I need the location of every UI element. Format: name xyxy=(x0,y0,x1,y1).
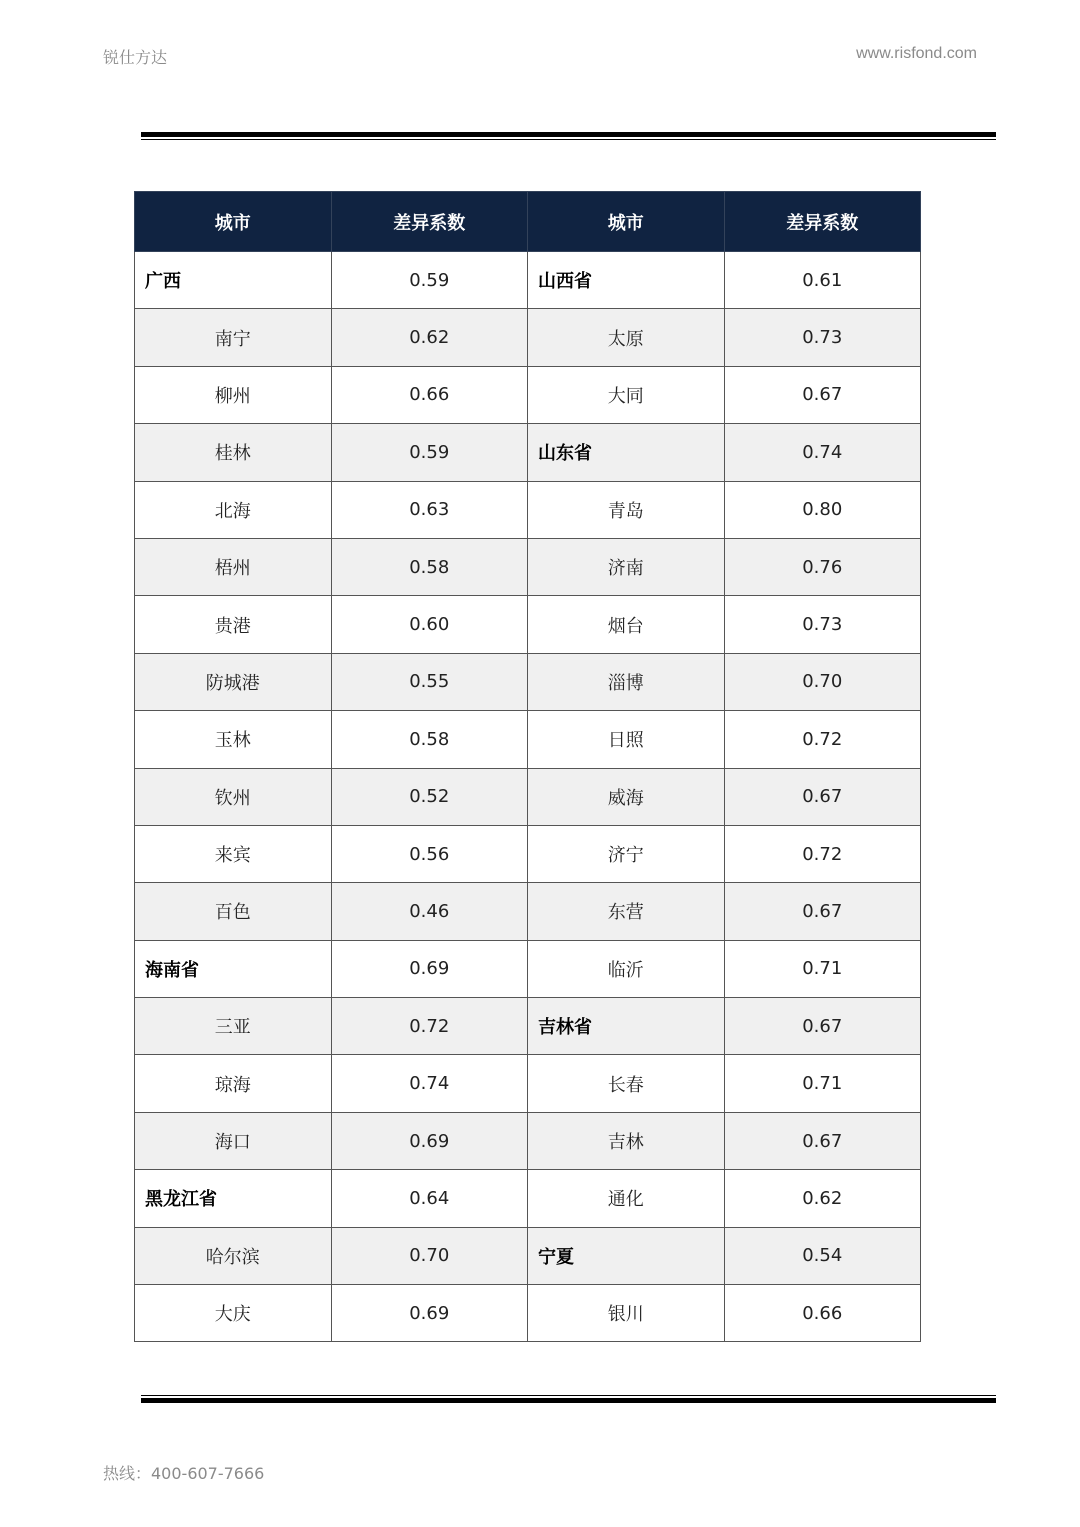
column-header-city-right: 城市 xyxy=(528,192,725,252)
city-cell: 太原 xyxy=(528,309,725,366)
coefficient-cell: 0.66 xyxy=(724,1285,921,1342)
coefficient-cell: 0.67 xyxy=(724,998,921,1055)
top-divider xyxy=(141,132,996,140)
coefficient-cell: 0.66 xyxy=(331,366,528,423)
coefficient-cell: 0.58 xyxy=(331,711,528,768)
coefficient-cell: 0.69 xyxy=(331,1112,528,1169)
city-cell: 威海 xyxy=(528,768,725,825)
city-cell: 玉林 xyxy=(135,711,332,768)
coefficient-cell: 0.72 xyxy=(724,825,921,882)
table-row xyxy=(135,825,921,882)
column-header-coefficient-right: 差异系数 xyxy=(724,192,921,252)
coefficient-cell: 0.63 xyxy=(331,481,528,538)
coefficient-cell: 0.71 xyxy=(724,1055,921,1112)
table-body xyxy=(135,252,921,1342)
city-cell: 大庆 xyxy=(135,1285,332,1342)
table-row xyxy=(135,366,921,423)
coefficient-cell: 0.67 xyxy=(724,1112,921,1169)
city-cell: 百色 xyxy=(135,883,332,940)
table-row xyxy=(135,883,921,940)
table-row xyxy=(135,940,921,997)
city-cell: 济南 xyxy=(528,538,725,595)
city-cell: 吉林 xyxy=(528,1112,725,1169)
table-row xyxy=(135,768,921,825)
table-row xyxy=(135,252,921,309)
city-cell: 东营 xyxy=(528,883,725,940)
coefficient-cell: 0.80 xyxy=(724,481,921,538)
city-cell: 三亚 xyxy=(135,998,332,1055)
province-cell: 山西省 xyxy=(528,252,725,309)
coefficient-cell: 0.74 xyxy=(331,1055,528,1112)
table-row xyxy=(135,711,921,768)
table-row xyxy=(135,309,921,366)
city-cell: 南宁 xyxy=(135,309,332,366)
website-url[interactable]: www.risfond.com xyxy=(856,45,977,62)
city-cell: 银川 xyxy=(528,1285,725,1342)
coefficient-cell: 0.46 xyxy=(331,883,528,940)
coefficient-cell: 0.55 xyxy=(331,653,528,710)
city-cell: 烟台 xyxy=(528,596,725,653)
city-cell: 钦州 xyxy=(135,768,332,825)
coefficient-cell: 0.67 xyxy=(724,366,921,423)
province-cell: 海南省 xyxy=(135,940,332,997)
city-cell: 北海 xyxy=(135,481,332,538)
coefficient-cell: 0.72 xyxy=(724,711,921,768)
province-cell: 宁夏 xyxy=(528,1227,725,1284)
coefficient-cell: 0.64 xyxy=(331,1170,528,1227)
city-cell: 淄博 xyxy=(528,653,725,710)
coefficient-cell: 0.73 xyxy=(724,596,921,653)
city-cell: 济宁 xyxy=(528,825,725,882)
city-cell: 来宾 xyxy=(135,825,332,882)
city-cell: 临沂 xyxy=(528,940,725,997)
coefficient-cell: 0.59 xyxy=(331,252,528,309)
coefficient-cell: 0.70 xyxy=(331,1227,528,1284)
city-cell: 日照 xyxy=(528,711,725,768)
city-cell: 海口 xyxy=(135,1112,332,1169)
city-cell: 贵港 xyxy=(135,596,332,653)
table-row xyxy=(135,1055,921,1112)
table-row xyxy=(135,653,921,710)
coefficient-cell: 0.76 xyxy=(724,538,921,595)
city-cell: 大同 xyxy=(528,366,725,423)
coefficient-cell: 0.52 xyxy=(331,768,528,825)
coefficient-cell: 0.70 xyxy=(724,653,921,710)
table-row xyxy=(135,1227,921,1284)
coefficient-cell: 0.73 xyxy=(724,309,921,366)
table-row xyxy=(135,538,921,595)
coefficient-cell: 0.69 xyxy=(331,1285,528,1342)
table-row xyxy=(135,596,921,653)
city-cell: 哈尔滨 xyxy=(135,1227,332,1284)
coefficient-cell: 0.72 xyxy=(331,998,528,1055)
province-cell: 山东省 xyxy=(528,424,725,481)
coefficient-cell: 0.56 xyxy=(331,825,528,882)
city-cell: 琼海 xyxy=(135,1055,332,1112)
coefficient-table xyxy=(134,191,921,1342)
table-row xyxy=(135,1285,921,1342)
coefficient-cell: 0.74 xyxy=(724,424,921,481)
bottom-divider xyxy=(141,1395,996,1403)
coefficient-cell: 0.69 xyxy=(331,940,528,997)
province-cell: 广西 xyxy=(135,252,332,309)
city-cell: 长春 xyxy=(528,1055,725,1112)
table-header-row xyxy=(135,192,921,252)
city-cell: 防城港 xyxy=(135,653,332,710)
table-row xyxy=(135,424,921,481)
column-header-coefficient-left: 差异系数 xyxy=(331,192,528,252)
coefficient-cell: 0.62 xyxy=(331,309,528,366)
city-cell: 桂林 xyxy=(135,424,332,481)
hotline-text: 热线：400-607-7666 xyxy=(103,1464,265,1483)
coefficient-cell: 0.54 xyxy=(724,1227,921,1284)
province-cell: 黑龙江省 xyxy=(135,1170,332,1227)
table-row xyxy=(135,1170,921,1227)
table-row xyxy=(135,1112,921,1169)
coefficient-cell: 0.60 xyxy=(331,596,528,653)
coefficient-cell: 0.59 xyxy=(331,424,528,481)
table-row xyxy=(135,998,921,1055)
city-cell: 梧州 xyxy=(135,538,332,595)
city-cell: 柳州 xyxy=(135,366,332,423)
column-header-city-left: 城市 xyxy=(135,192,332,252)
city-cell: 青岛 xyxy=(528,481,725,538)
province-cell: 吉林省 xyxy=(528,998,725,1055)
coefficient-cell: 0.62 xyxy=(724,1170,921,1227)
brand-name: 锐仕方达 xyxy=(103,48,168,67)
table-row xyxy=(135,481,921,538)
coefficient-cell: 0.58 xyxy=(331,538,528,595)
coefficient-cell: 0.67 xyxy=(724,883,921,940)
coefficient-cell: 0.61 xyxy=(724,252,921,309)
coefficient-cell: 0.71 xyxy=(724,940,921,997)
city-cell: 通化 xyxy=(528,1170,725,1227)
coefficient-cell: 0.67 xyxy=(724,768,921,825)
